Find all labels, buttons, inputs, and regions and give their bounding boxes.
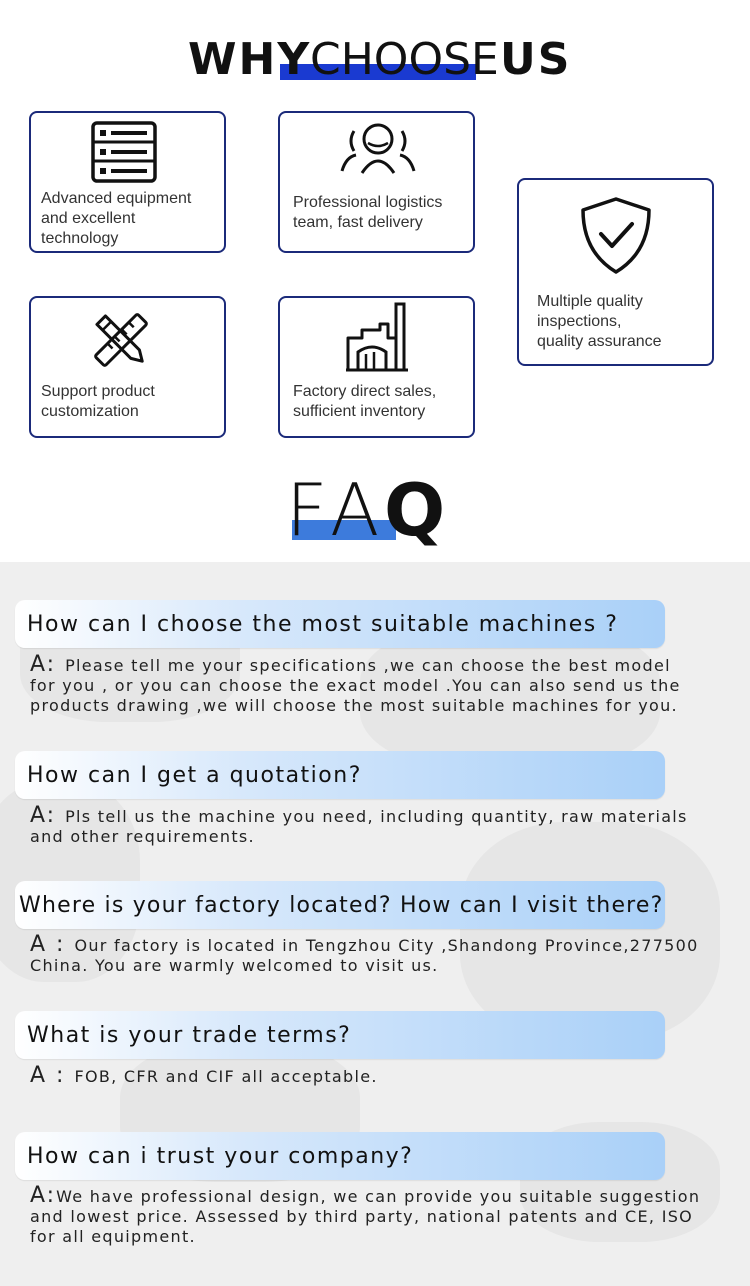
feature-text: Multiple quality inspections, quality assurance (537, 293, 662, 350)
factory-icon (344, 302, 410, 374)
answer-prefix: A: (30, 1183, 57, 1208)
answer-text: Please tell me your specifications ,we can choose the best model for you , or you can choose the exact model .You can also send us the products drawing ,we will choose the most suitable machines for you. (30, 656, 681, 715)
faq-question: How can I get a quotation? (27, 763, 362, 788)
world-map-shape (460, 822, 720, 1042)
faq-answer (30, 1183, 710, 1247)
feature-text: Factory direct sales, sufficient inventory (293, 383, 437, 420)
feature-card-factory (278, 296, 475, 438)
feature-card-equipment (29, 111, 226, 253)
faq-question: How can i trust your company? (27, 1144, 414, 1169)
faq-question-bar[interactable] (15, 1011, 665, 1059)
answer-prefix: A : (30, 932, 75, 957)
answer-prefix: A : (30, 1063, 75, 1088)
server-list-icon (91, 121, 157, 183)
answer-prefix: A: (30, 652, 66, 677)
shield-check-icon (579, 196, 653, 276)
faq-question-bar[interactable] (15, 1132, 665, 1180)
feature-card-quality (517, 178, 714, 366)
faq-question: How can I choose the most suitable machines ? (27, 612, 619, 637)
why-choose-us-title (0, 18, 750, 85)
team-icon (340, 119, 416, 185)
answer-text: Pls tell us the machine you need, including quantity, raw materials and other requirements. (30, 807, 688, 846)
faq-answer (30, 1063, 710, 1088)
faq-answer (30, 932, 710, 976)
faq-question: Where is your factory located? How can I visit there? (19, 893, 664, 918)
answer-text: We have professional design, we can provide you suitable suggestion and lowest price. Assessed by third party, national patents and CE, ISO for all equipment. (30, 1187, 701, 1246)
feature-card-logistics (278, 111, 475, 253)
feature-text: Support product customization (41, 383, 155, 420)
faq-answer (30, 803, 710, 847)
tools-icon (89, 308, 153, 372)
faq-question: What is your trade terms? (27, 1023, 352, 1048)
faq-letter-f: F (286, 468, 328, 552)
title-word-choose: CHOOSE (310, 34, 499, 85)
title-word-why: WHY (188, 34, 312, 85)
faq-question-bar[interactable] (15, 881, 665, 929)
answer-text: FOB, CFR and CIF all acceptable. (74, 1067, 378, 1086)
feature-text: Advanced equipment and excellent technology (41, 190, 192, 247)
faq-question-bar[interactable] (15, 600, 665, 648)
title-word-us: US (500, 34, 572, 85)
answer-text: Our factory is located in Tengzhou City ,Shandong Province,277500 China. You are warmly welcomed to visit us. (30, 936, 699, 975)
feature-text: Professional logistics team, fast delivery (293, 194, 443, 231)
answer-prefix: A: (30, 803, 66, 828)
faq-letter-q: Q (384, 468, 446, 552)
faq-letter-a: A (330, 468, 380, 552)
faq-answer (30, 652, 710, 716)
faq-question-bar[interactable] (15, 751, 665, 799)
feature-card-customization (29, 296, 226, 438)
